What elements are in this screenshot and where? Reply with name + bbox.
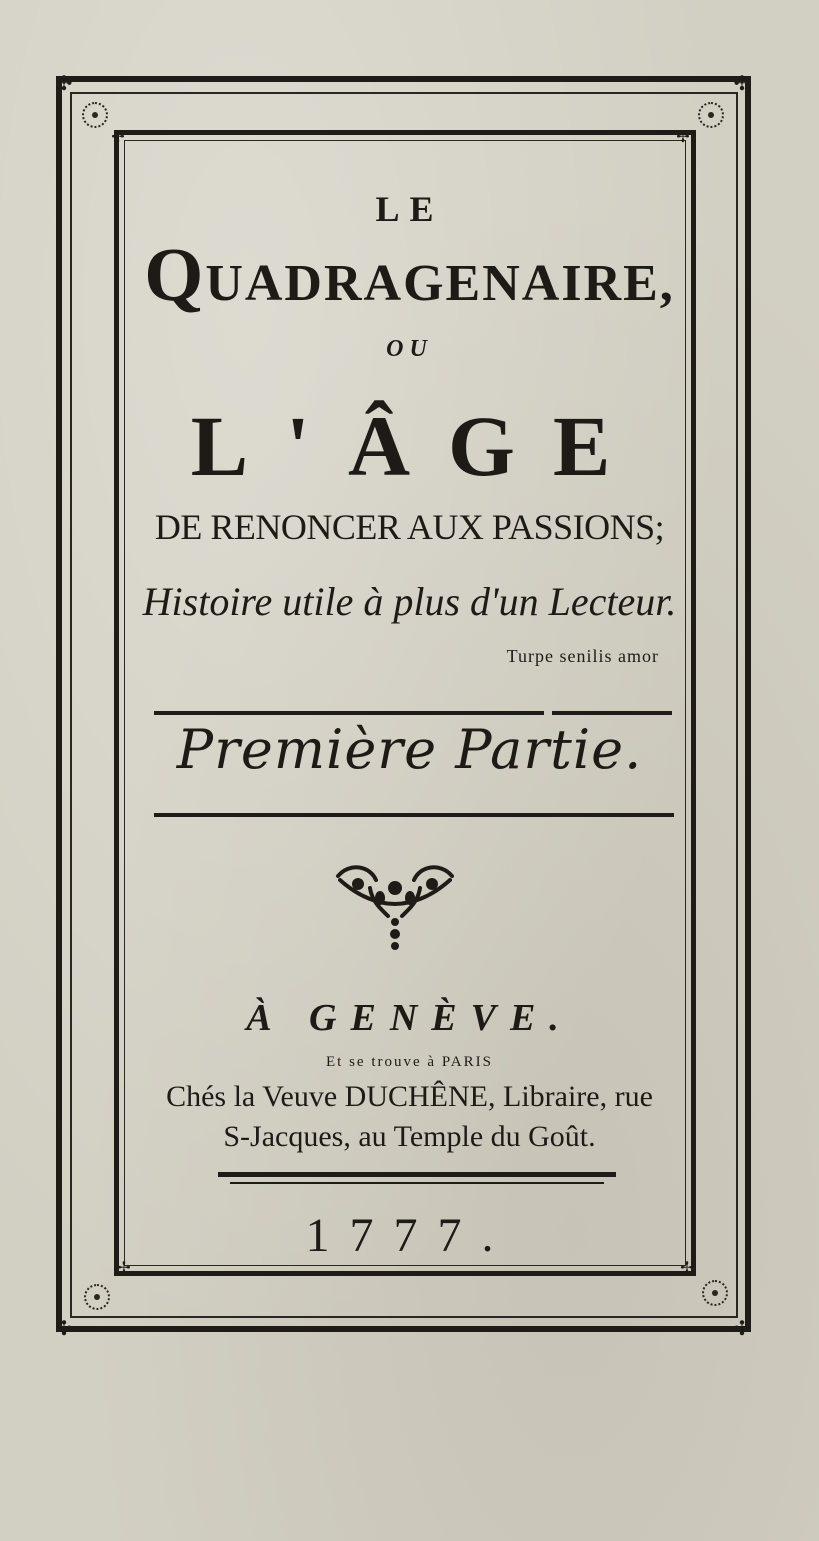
- corner-ornament-icon: ✢: [111, 129, 125, 146]
- rule-year-thin: [230, 1182, 604, 1184]
- title-rest: UADRAGENAIRE,: [205, 255, 675, 312]
- rosette-icon: [82, 102, 108, 128]
- rosette-icon: [84, 1284, 110, 1310]
- subtitle-renoncer: DE RENONCER AUX PASSIONS;: [154, 507, 665, 547]
- corner-ornament-icon: ✣: [55, 73, 73, 95]
- rule-top-right: [552, 711, 672, 715]
- floral-vignette-icon: [330, 858, 460, 958]
- rule-year-top: [218, 1172, 616, 1177]
- rosette-icon: [698, 102, 724, 128]
- title-quadragenaire: [0, 232, 819, 319]
- rule-bottom: [154, 813, 674, 817]
- imprint-found-at: Et se trouve à PARIS: [326, 1054, 493, 1070]
- rule-top-left: [154, 711, 544, 715]
- corner-ornament-icon: ✣: [733, 1318, 751, 1340]
- corner-ornament-icon: ✣: [55, 1318, 73, 1340]
- corner-ornament-icon: ✢: [117, 1260, 131, 1277]
- imprint-year: 1777.: [305, 1209, 514, 1262]
- subtitle-histoire: Histoire utile à plus d'un Lecteur.: [142, 579, 677, 624]
- epigraph: Turpe senilis amor: [506, 646, 659, 666]
- part-heading: Première Partie.: [176, 718, 643, 781]
- rosette-icon: [702, 1280, 728, 1306]
- title-ou: OU: [386, 336, 433, 362]
- title-lage: L'ÂGE: [190, 398, 649, 494]
- imprint-publisher-line2: S-Jacques, au Temple du Goût.: [223, 1120, 596, 1153]
- imprint-place: À GENÈVE.: [246, 997, 573, 1039]
- title-initial: Q: [144, 233, 206, 317]
- title-le: LE: [375, 189, 444, 229]
- imprint-publisher-line1: Chés la Veuve DUCHÊNE, Libraire, rue: [166, 1080, 653, 1113]
- corner-ornament-icon: ✣: [733, 73, 751, 95]
- corner-ornament-icon: ✢: [680, 1260, 694, 1277]
- corner-ornament-icon: ✢: [676, 129, 690, 146]
